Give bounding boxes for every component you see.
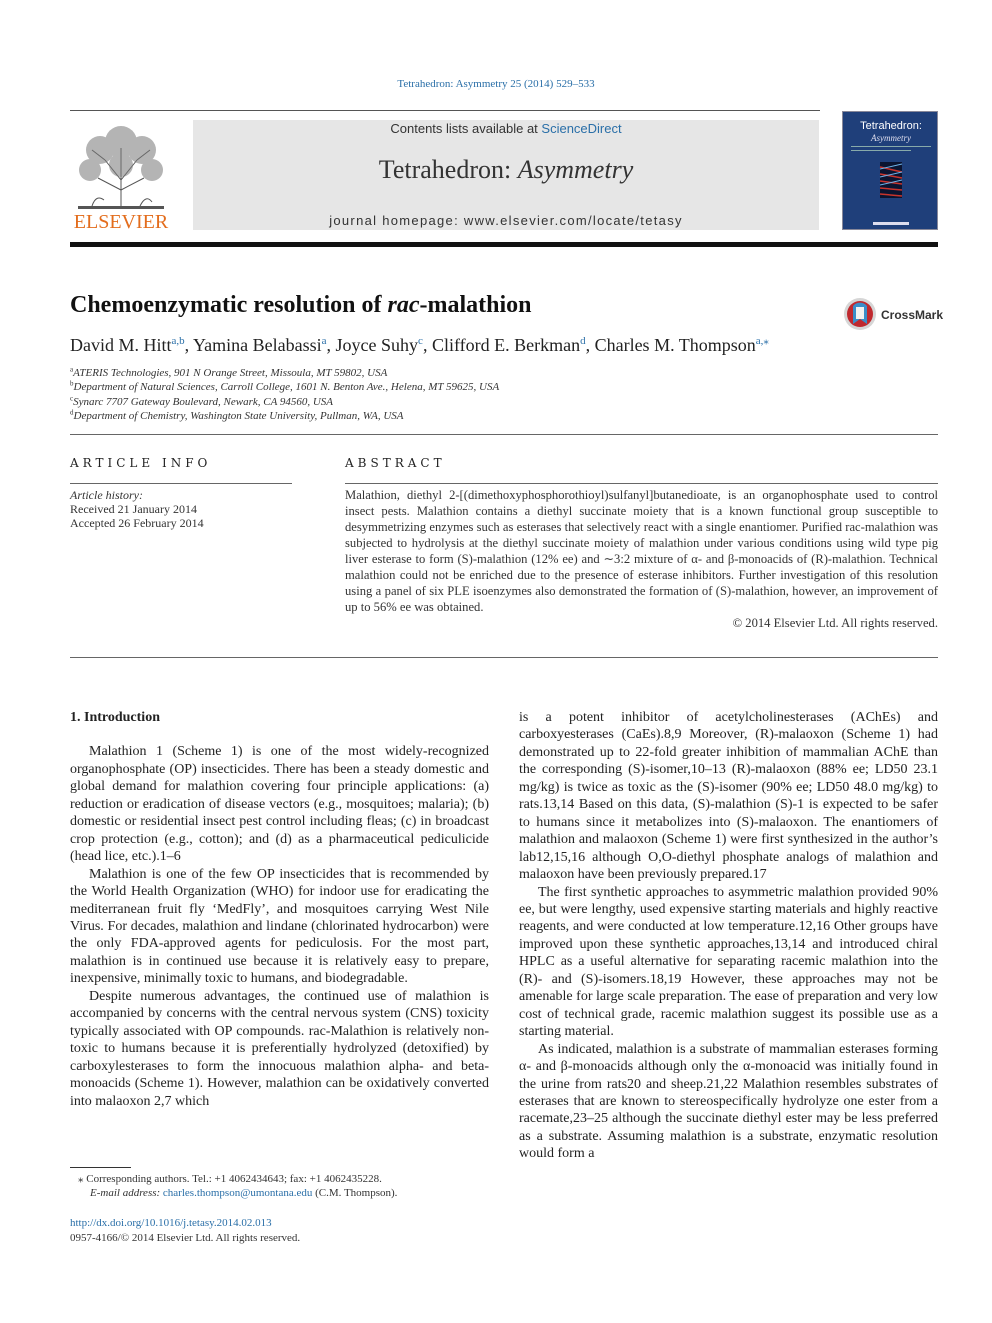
email-link[interactable]: charles.thompson@umontana.edu — [162, 1187, 313, 1199]
issn-line: 0957-4166/© 2014 Elsevier Ltd. All rights reserved. — [70, 1232, 301, 1244]
email-note: E-mail address: charles.thompson@umontana.edu (C.M. Thompson). — [90, 1187, 398, 1199]
cover-subtitle: Asymmetry — [871, 133, 911, 143]
title-prefix: Chemoenzymatic resolution of — [70, 292, 388, 318]
affiliation: $^d$Department of Chemistry, Washington State University, Pullman, WA, USA — [70, 408, 404, 422]
abstract-end-rule — [70, 657, 938, 658]
article-info-heading: ARTICLE INFO — [70, 456, 212, 470]
body-paragraph: The first synthetic approaches to asymmetric malathion provided 90% ee, but were lengthy, used expensive starting materials and highly reactive reagents, and were conducted at low temperature.12,16 Other groups have improved upon these synthetic approaches,13,14 and introduced chiral HPLC as a useful alternative for separating racemic malathion into the (R)- and (S)-isomers.18,19 However, these approaches may not be amenable for large scale preparation. The ease of preparation and very low cost of technical grade, racemic malathion suggest its possible use as a starting material. — [519, 884, 938, 1040]
abstract-heading: ABSTRACT — [345, 456, 446, 470]
body-paragraph: As indicated, malathion is a substrate of mammalian esterases forming α- and β-monoacids although only the α-monoacid was initially found in the urine from rats20 and sheep.21,22 Malathion resembles substrates of esterases that are known to stereospecifically hydrolyze one ester from a racemate,23–25 although the succinate diethyl ester may be less preferred as a substrate. Assuming malathion is a substrate, enzymatic resolution would form a — [519, 1041, 938, 1162]
body-paragraph: Despite numerous advantages, the continued use of malathion is accompanied by concerns with the central nervous system (CNS) toxicity typically associated with OP compounds. rac-Malathion is relatively non-toxic to humans because it is preferentially hydrolyzed (detoxified) by carboxylesterases to form the innocuous malathion alpha- and beta-monoacids (Scheme 1). However, malathion can be oxidatively converted into malaoxon 2,7 which — [70, 988, 489, 1109]
journal-cover[interactable] — [842, 111, 938, 230]
article-title — [70, 292, 532, 319]
author[interactable]: David M. Hitt$^{a,b}$, — [70, 335, 193, 355]
affiliation-rule — [70, 434, 938, 435]
contents-prefix: Contents lists available at — [390, 121, 542, 136]
body-column-left — [70, 709, 489, 1110]
header-top-rule — [70, 110, 820, 111]
accepted-date: Accepted 26 February 2014 — [70, 516, 204, 530]
title-suffix: -malathion — [419, 292, 532, 318]
elsevier-wordmark: ELSEVIER — [73, 211, 169, 232]
abstract-text: Malathion, diethyl 2-[(dimethoxyphosphorothioyl)sulfanyl]butanedioate, is an organophosphate used to control insect pests. Malathion contains a diethyl succinate moiety that is a known functional group susceptible to desymmetrizing enzymes such as esterases that selectively react with a single enantiomer. Purified rac-malathion was subjected to hydrolysis at the diethyl succinate moiety of malathion under various conditions using wild type pig liver esterase to form (S)-malathion (12% ee) and ∼3:2 mixture of α- and β-monoacids of (R)-malathion. Technical malathion could not be enriched due to the presence of esterase inhibitors. Further investigation of this resolution using a panel of six PLE isoenzymes also demonstrated the formation of (S)-malathion, however, an improvement of up to 56% ee was obtained. — [345, 488, 938, 614]
doi-link[interactable]: http://dx.doi.org/10.1016/j.tetasy.2014.02.013 — [70, 1217, 272, 1229]
author[interactable]: Joyce Suhy$^c$, — [335, 335, 432, 355]
body-column-right — [519, 709, 938, 1163]
affiliation: $^b$Department of Natural Sciences, Carroll College, 1601 N. Benton Ave., Helena, MT 59625, USA — [70, 379, 500, 393]
abstract-body — [345, 487, 938, 631]
author[interactable]: Charles M. Thompson$^{a,⁎}$ — [594, 335, 769, 355]
article-history-label: Article history: — [70, 488, 143, 502]
body-paragraph: Malathion is one of the few OP insecticides that is recommended by the World Health Organization (WHO) for indoor use for eradicating the mediterranean fruit fly ‘MedFly’, and mosquitoes carrying West Nile Virus. For decades, malathion and lindane (chlorinated hydrocarbon) were the only FDA-approved agents for pediculosis. For the most part, malathion is in continued use because it is relatively easy to prepare, inexpensive, minimally toxic to humans, and biodegradable. — [70, 866, 489, 987]
article-info-rule — [70, 483, 292, 484]
title-italic: rac — [387, 292, 420, 318]
cover-title: Tetrahedron: — [860, 120, 922, 132]
section-heading-introduction: 1. Introduction — [70, 710, 160, 725]
crossmark-icon — [843, 296, 879, 332]
body-paragraph: Malathion 1 (Scheme 1) is one of the most widely-recognized organophosphate (OP) insecticides. There has been a steady domestic and global demand for malathion covering four principle applications: (a) reduction or eradication of disease vectors (e.g., mosquitoes; malaria); (b) domestic or residential insect pest control including fleas; (c) in broadcast crop protection (e.g., cotton); and (d) as a pharmaceutical pediculicide (head lice, etc.).1–6 — [70, 744, 489, 865]
author[interactable]: Yamina Belabassi$^a$, — [192, 335, 336, 355]
affiliation: $^c$Synarc 7707 Gateway Boulevard, Newark, CA 94560, USA — [70, 394, 334, 408]
header-thick-rule — [70, 242, 938, 247]
sciencedirect-link[interactable]: ScienceDirect — [541, 121, 622, 136]
crossmark-label[interactable]: CrossMark — [881, 308, 944, 322]
author-list — [70, 335, 769, 356]
body-paragraph: is a potent inhibitor of acetylcholinesterases (AChEs) and carboxyesterases (CaEs).8,9 Moreover, (R)-malaoxon (Scheme 1) had demonstrated up to 22-fold greater inhibition of mammalian AChE than the corresponding (S)-isomer,10–13 (R)-malaoxon (88% ee; LD50 23.1 mg/kg) is twice as toxic as the (S)-isomer (90% ee; LD50 48.0 mg/kg) to rats.13,14 Based on this data, (S)-malathion (S)-1 is expected to be safer to humans since it metabolizes into (S)-malaoxon. The enantiomers of malathion and malaoxon (Scheme 1) were first synthesized in the author’s lab12,15,16 although O,O-diethyl phosphate analogs of malathion and malaoxon have been previously prepared.17 — [519, 710, 938, 883]
author[interactable]: Clifford E. Berkman$^d$, — [431, 335, 595, 355]
abstract-rule — [345, 483, 938, 484]
received-date: Received 21 January 2014 — [70, 502, 197, 516]
elsevier-tree-icon — [70, 120, 172, 232]
affiliation: $^a$ATERIS Technologies, 901 N Orange Street, Missoula, MT 59802, USA — [70, 365, 388, 379]
journal-homepage[interactable]: journal homepage: www.elsevier.com/locate/tetasy — [329, 213, 683, 228]
contents-line — [193, 121, 819, 136]
cover-art-icon — [843, 112, 938, 230]
journal-name-italic: Asymmetry — [517, 155, 634, 184]
corresponding-author-note: ⁎ Corresponding authors. Tel.: +1 4062434643; fax: +1 4062435228. — [78, 1173, 382, 1185]
elsevier-logo[interactable] — [70, 120, 172, 232]
journal-reference[interactable]: Tetrahedron: Asymmetry 25 (2014) 529–533 — [397, 78, 595, 90]
journal-name: Tetrahedron: — [378, 155, 518, 184]
journal-title — [193, 155, 819, 185]
footnote-rule — [70, 1167, 131, 1168]
abstract-copyright: © 2014 Elsevier Ltd. All rights reserved. — [732, 616, 938, 630]
